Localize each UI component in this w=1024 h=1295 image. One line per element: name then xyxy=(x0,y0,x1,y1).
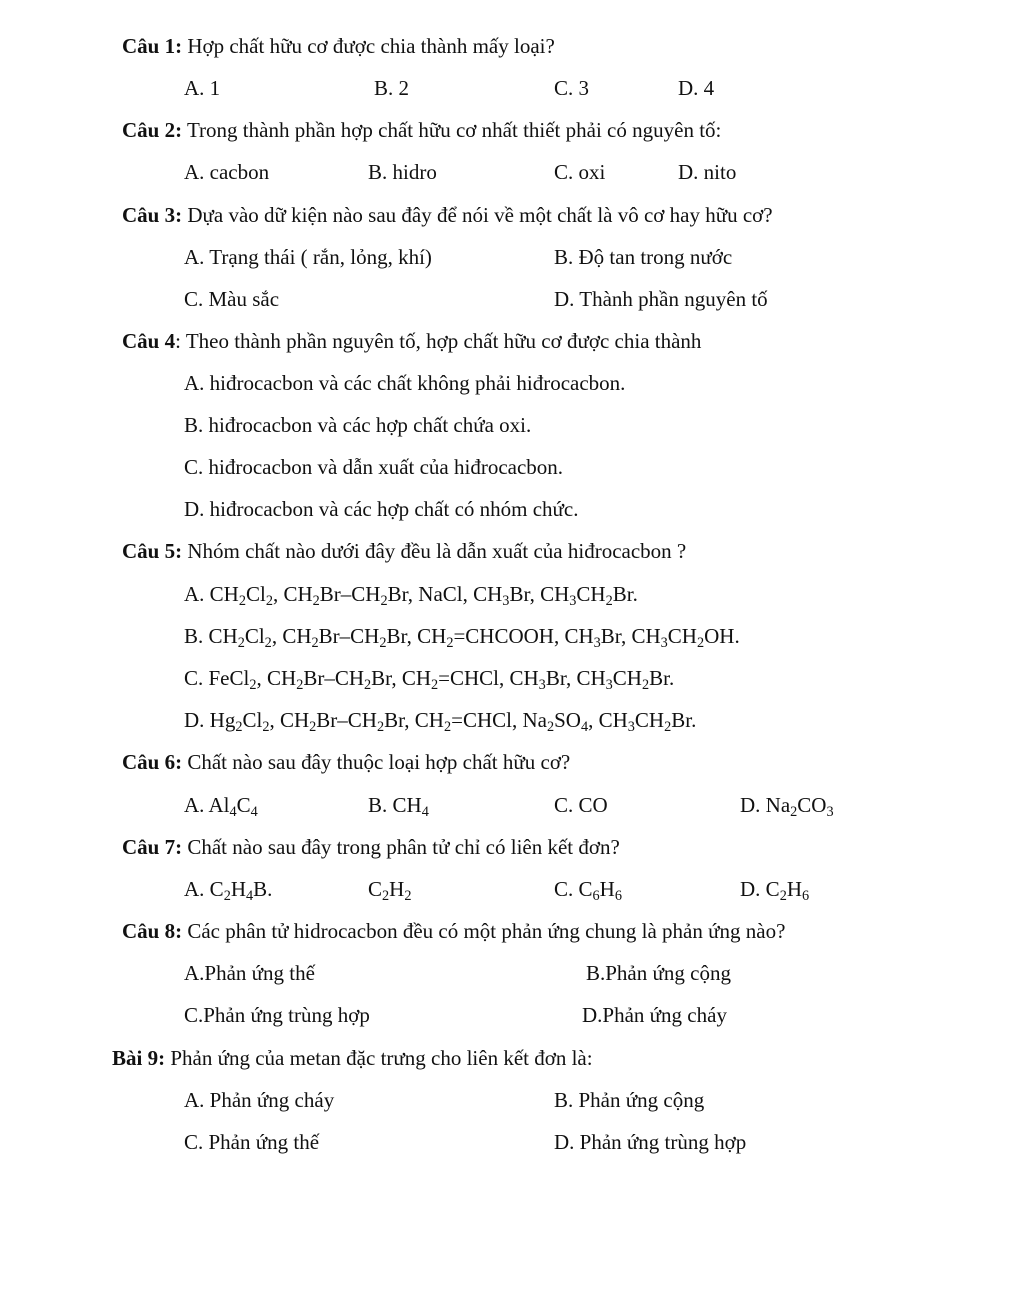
question-8 xyxy=(122,921,785,942)
question-text: Trong thành phần hợp chất hữu cơ nhất thiết phải có nguyên tố: xyxy=(186,118,722,142)
question-label: Câu 8: xyxy=(122,919,183,943)
option-4d[interactable]: D. hiđrocacbon và các hợp chất có nhóm chức. xyxy=(184,497,579,521)
question-label: Câu 2: xyxy=(122,118,183,142)
question-3 xyxy=(122,205,773,226)
option-1c[interactable]: C. 3 xyxy=(554,76,590,100)
question-text: Chất nào sau đây trong phân tử chỉ có liên kết đơn? xyxy=(187,835,620,859)
question-text: Nhóm chất nào dưới đây đều là dẫn xuất của hiđrocacbon ? xyxy=(187,539,687,563)
option-7c[interactable]: C. $C_6H_6$ xyxy=(554,877,622,904)
question-text: Hợp chất hữu cơ được chia thành mấy loại? xyxy=(187,34,555,58)
option-2a[interactable]: A. cacbon xyxy=(184,160,270,184)
question-label: Câu 1: xyxy=(122,34,183,58)
question-label: Câu 4 xyxy=(122,329,176,353)
question-text: Chất nào sau đây thuộc loại hợp chất hữu cơ? xyxy=(187,750,571,774)
question-9 xyxy=(112,1048,593,1069)
option-1a[interactable]: A. 1 xyxy=(184,76,221,100)
option-7a[interactable]: A. $C_2H_4B$. xyxy=(184,877,273,904)
option-8b[interactable]: B.Phản ứng cộng xyxy=(586,961,731,985)
option-2b[interactable]: B. hidro xyxy=(368,160,437,184)
question-6 xyxy=(122,752,570,773)
option-6a[interactable]: A. $Al_4C_4$ xyxy=(184,793,258,820)
option-1d[interactable]: D. 4 xyxy=(678,76,715,100)
question-label: Câu 5: xyxy=(122,539,183,563)
question-2 xyxy=(122,120,721,141)
question-1 xyxy=(122,36,555,57)
question-label: Câu 6: xyxy=(122,750,183,774)
option-4c[interactable]: C. hiđrocacbon và dẫn xuất của hiđrocacbon. xyxy=(184,455,564,479)
option-9c[interactable]: C. Phản ứng thế xyxy=(184,1130,320,1154)
option-2c[interactable]: C. oxi xyxy=(554,160,606,184)
option-3b[interactable]: B. Độ tan trong nước xyxy=(554,245,733,269)
question-text: Dựa vào dữ kiện nào sau đây để nói về một chất là vô cơ hay hữu cơ? xyxy=(187,203,773,227)
option-3d[interactable]: D. Thành phần nguyên tố xyxy=(554,287,768,311)
option-9d[interactable]: D. Phản ứng trùng hợp xyxy=(554,1130,747,1154)
option-5c[interactable]: C. FeCl$_2$, $CH_2Br-CH_2Br$, $CH_2=CHCl$, $CH_3Br$, $CH_3CH_2Br$. xyxy=(184,666,675,693)
option-4a[interactable]: A. hiđrocacbon và các chất không phải hiđrocacbon. xyxy=(184,371,626,395)
option-6c[interactable]: C. CO xyxy=(554,793,608,817)
option-3c[interactable]: C. Màu sắc xyxy=(184,287,280,311)
option-3a[interactable]: A. Trạng thái ( rắn, lỏng, khí) xyxy=(184,245,432,269)
question-4 xyxy=(122,331,701,352)
question-5 xyxy=(122,541,686,562)
option-6d[interactable]: D. $Na_2CO_3$ xyxy=(740,793,834,820)
question-label: Câu 3: xyxy=(122,203,183,227)
option-5a[interactable]: A. $CH_2Cl_2$, $CH_2Br-CH_2Br$, NaCl, $CH_3Br$, $CH_3CH_2Br$. xyxy=(184,582,638,609)
option-8d[interactable]: D.Phản ứng cháy xyxy=(582,1003,727,1027)
question-text: Phản ứng của metan đặc trưng cho liên kết đơn là: xyxy=(170,1046,593,1070)
option-2d[interactable]: D. nito xyxy=(678,160,737,184)
question-label: Bài 9: xyxy=(112,1046,166,1070)
option-5d[interactable]: D. $Hg_2Cl_2$, $CH_2Br-CH_2Br$, $CH_2=CHCl$, $Na_2SO_4$, $CH_3CH_2Br$. xyxy=(184,708,697,735)
option-7b[interactable]: $C_2H_2$ xyxy=(368,877,412,904)
option-8a[interactable]: A.Phản ứng thế xyxy=(184,961,315,985)
option-9a[interactable]: A. Phản ứng cháy xyxy=(184,1088,335,1112)
option-4b[interactable]: B. hiđrocacbon và các hợp chất chứa oxi. xyxy=(184,413,532,437)
option-9b[interactable]: B. Phản ứng cộng xyxy=(554,1088,705,1112)
option-7d[interactable]: D. $C_2H_6$ xyxy=(740,877,810,904)
option-8c[interactable]: C.Phản ứng trùng hợp xyxy=(184,1003,370,1027)
option-1b[interactable]: B. 2 xyxy=(374,76,410,100)
question-label: Câu 7: xyxy=(122,835,183,859)
option-5b[interactable]: B. $CH_2Cl_2$, $CH_2Br-CH_2Br$, $CH_2=CHCOOH$, $CH_3Br$, $CH_3CH_2OH$. xyxy=(184,624,740,651)
question-text: : Theo thành phần nguyên tố, hợp chất hữu cơ được chia thành xyxy=(175,329,702,353)
question-text: Các phân tử hidrocacbon đều có một phản ứng chung là phản ứng nào? xyxy=(187,919,786,943)
question-7 xyxy=(122,837,620,858)
option-6b[interactable]: B. $CH_4$ xyxy=(368,793,429,820)
